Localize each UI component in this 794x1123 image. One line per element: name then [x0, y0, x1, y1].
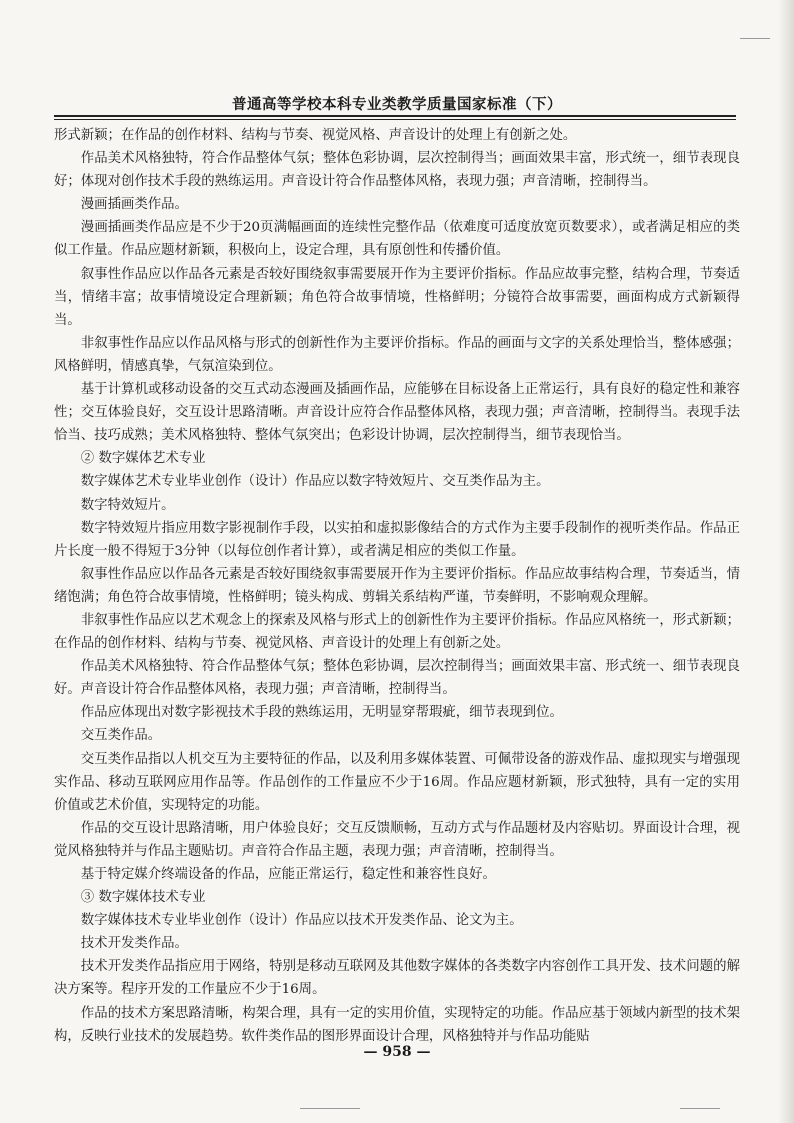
paragraph: 基于特定媒介终端设备的作品，应能正常运行，稳定性和兼容性良好。	[80, 867, 496, 882]
paragraph: 非叙事性作品应以作品风格与形式的创新性作为主要评价指标。作品的画面与文字的关系处理恰当，整体感强；风格鲜明，情感真挚，气氛渲染到位。	[54, 335, 740, 374]
paragraph: 叙事性作品应以作品各元素是否较好围绕叙事需要展开作为主要评价指标。作品应故事结构合理，节奏适当，情绪饱满；角色符合故事情境，性格鲜明；镜头构成、剪辑关系结构严谨，节奏鲜明，不影响观众理解。	[54, 566, 740, 605]
paragraph: 基于计算机或移动设备的交互式动态漫画及插画作品，应能够在目标设备上正常运行，具有良好的稳定性和兼容性；交互体验良好，交互设计思路清晰。声音设计应符合作品整体风格，表现力强；声音清晰，控制得当。表现手法恰当、技巧成熟；美术风格独特、整体气氛突出；色彩设计协调，层次控制得当，细节表现恰当。	[54, 382, 740, 444]
paragraph: 非叙事性作品应以艺术观念上的探索及风格与形式上的创新性作为主要评价指标。作品应风格统一，形式新颖；在作品的创作材料、结构与节奏、视觉风格、声音设计的处理上有创新之处。	[54, 612, 740, 652]
paragraph: 交互类作品指以人机交互为主要特征的作品，以及利用多媒体装置、可佩带设备的游戏作品、虚拟现实与增强现实作品、移动互联网应用作品等。作品创作的工作量应不少于16周。作品应题材新颖，形式独特，具有一定的实用价值或艺术价值，实现特定的功能。	[54, 751, 740, 813]
paragraph: 数字特效短片。	[80, 497, 175, 513]
paragraph: 作品的交互设计思路清晰，用户体验良好；交互反馈顺畅，互动方式与作品题材及内容贴切。界面设计合理，视觉风格独特并与作品主题贴切。声音符合作品主题，表现力强；声音清晰，控制得当。	[54, 820, 740, 859]
paragraph: 漫画插画类作品应是不少于20页满幅画面的连续性完整作品（依难度可适度放宽页数要求），或者满足相应的类似工作量。作品应题材新颖，积极向上，设定合理，具有原创性和传播价值。	[54, 220, 740, 259]
paragraph: 作品的技术方案思路清晰，构架合理，具有一定的实用价值，实现特定的功能。作品应基于领域内新型的技术架构，反映行业技术的发展趋势。软件类作品的图形界面设计合理，风格独特并与作品功能贴	[54, 1005, 740, 1044]
page-number: — 958 —	[363, 1044, 431, 1060]
paragraph: 作品美术风格独特，符合作品整体气氛；整体色彩协调，层次控制得当；画面效果丰富，形式统一，细节表现良好；体现对创作技术手段的熟练运用。声音设计符合作品整体风格，表现力强；声音清晰，控制得当。	[54, 151, 740, 190]
paragraph: 作品应体现出对数字影视技术手段的熟练运用，无明显穿帮瑕疵，细节表现到位。	[80, 705, 563, 721]
running-header: 普通高等学校本科专业类教学质量国家标准（下）	[232, 97, 562, 113]
paragraph: 技术开发类作品。	[80, 936, 188, 952]
paragraph: 技术开发类作品指应用于网络，特别是移动互联网及其他数字媒体的各类数字内容创作工具开发、技术问题的解决方案等。程序开发的工作量应不少于16周。	[54, 959, 740, 998]
paragraph: 数字媒体艺术专业毕业创作（设计）作品应以数字特效短片、交互类作品为主。	[80, 474, 550, 490]
paragraph: 数字媒体技术专业毕业创作（设计）作品应以技术开发类作品、论文为主。	[80, 913, 523, 929]
paragraph: 交互类作品。	[80, 728, 162, 744]
scan-speck	[740, 38, 770, 39]
header-rule	[54, 115, 736, 120]
body-text	[54, 124, 740, 1048]
paragraph: 形式新颖；在作品的创作材料、结构与节奏、视觉风格、声音设计的处理上有创新之处。	[54, 128, 577, 143]
scan-speck	[680, 1108, 720, 1109]
section-heading: ③ 数字媒体技术专业	[80, 890, 206, 906]
paragraph: 叙事性作品应以作品各元素是否较好围绕叙事需要展开作为主要评价指标。作品应故事完整，结构合理，节奏适当，情绪丰富；故事情境设定合理新颖；角色符合故事情境，性格鲜明；分镜符合故事需要，画面构成方式新颖得当。	[54, 266, 740, 328]
scan-speck	[300, 1108, 360, 1109]
paragraph: 作品美术风格独特、符合作品整体气氛；整体色彩协调，层次控制得当；画面效果丰富、形式统一、细节表现良好。声音设计符合作品整体风格，表现力强；声音清晰，控制得当。	[54, 659, 740, 698]
section-heading: ② 数字媒体艺术专业	[80, 451, 206, 467]
paragraph: 数字特效短片指应用数字影视制作手段，以实拍和虚拟影像结合的方式作为主要手段制作的视听类作品。作品正片长度一般不得短于3分钟（以每位创作者计算），或者满足相应的类似工作量。	[54, 520, 740, 559]
paragraph: 漫画插画类作品。	[80, 197, 188, 213]
scan-edge-shadow	[778, 0, 794, 1123]
